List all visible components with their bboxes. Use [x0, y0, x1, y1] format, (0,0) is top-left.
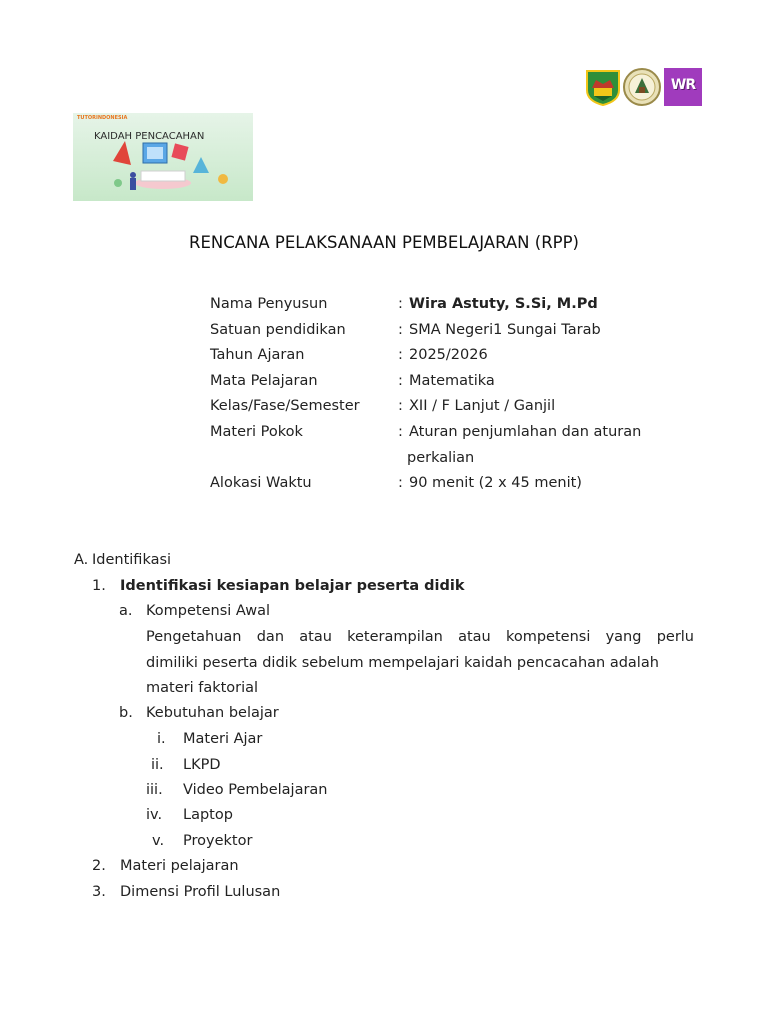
info-label: Kelas/Fase/Semester [210, 398, 360, 415]
list-item: Materi Ajar [183, 731, 263, 747]
item-marker: 1. [92, 578, 106, 594]
list-marker: v. [152, 833, 165, 849]
info-value: XII / F Lanjut / Ganjil [409, 398, 556, 415]
sub-marker: a. [119, 603, 133, 619]
info-value: 90 menit (2 x 45 menit) [409, 475, 582, 492]
info-value: SMA Negeri1 Sungai Tarab [409, 321, 601, 338]
info-label: Tahun Ajaran [210, 347, 305, 364]
paragraph-line: Pengetahuan dan atau keterampilan atau kompetensi yang perlu [146, 629, 694, 645]
section-marker: A. [74, 552, 89, 568]
wr-logo-icon: WR [664, 68, 702, 106]
regional-emblem-icon [584, 68, 622, 106]
paragraph-line: dimiliki peserta didik sebelum mempelajari kaidah pencacahan adalah [146, 654, 659, 671]
info-label: Alokasi Waktu [210, 475, 312, 492]
info-value: 2025/2026 [409, 347, 488, 364]
info-value: Aturan penjumlahan dan aturan [409, 423, 642, 440]
info-label: Materi Pokok [210, 423, 303, 440]
info-label: Nama Penyusun [210, 296, 328, 312]
info-label: Mata Pelajaran [210, 372, 318, 389]
math-illustration-icon [73, 113, 253, 201]
list-marker: ii. [151, 757, 164, 773]
info-label: Satuan pendidikan [210, 321, 346, 338]
info-colon: : [398, 423, 403, 440]
list-marker: i. [157, 731, 166, 747]
list-item: Laptop [183, 807, 233, 823]
list-marker: iv. [146, 807, 163, 823]
info-value-continued: perkalian [407, 449, 475, 466]
item-title: Identifikasi kesiapan belajar peserta didik [120, 578, 465, 594]
info-value: Matematika [409, 372, 495, 389]
item-marker: 2. [92, 858, 106, 874]
info-value: Wira Astuty, S.Si, M.Pd [409, 296, 598, 312]
info-colon: : [398, 321, 403, 338]
item-title: Materi pelajaran [120, 858, 239, 874]
item-title: Dimensi Profil Lulusan [120, 884, 281, 900]
banner-title: KAIDAH PENCACAHAN [94, 131, 205, 142]
info-colon: : [398, 475, 403, 492]
sub-title: Kompetensi Awal [146, 603, 271, 619]
paragraph-line: materi faktorial [146, 680, 259, 697]
info-colon: : [398, 347, 403, 364]
document-title: RENCANA PELAKSANAAN PEMBELAJARAN (RPP) [189, 233, 579, 252]
list-item: Proyektor [183, 833, 253, 849]
banner-brand: TUTORINDONESIA [77, 115, 128, 121]
sub-marker: b. [119, 705, 133, 721]
school-emblem-icon [622, 68, 662, 106]
info-colon: : [398, 398, 403, 415]
topic-banner [73, 113, 253, 201]
competency-paragraph [146, 625, 694, 702]
info-colon: : [398, 372, 403, 389]
list-item: Video Pembelajaran [183, 782, 328, 798]
section-title: Identifikasi [92, 552, 172, 568]
list-marker: iii. [146, 782, 163, 798]
list-item: LKPD [183, 757, 221, 773]
header-logos [584, 68, 704, 108]
info-colon: : [398, 296, 403, 312]
item-marker: 3. [92, 884, 106, 900]
sub-title: Kebutuhan belajar [146, 705, 279, 721]
